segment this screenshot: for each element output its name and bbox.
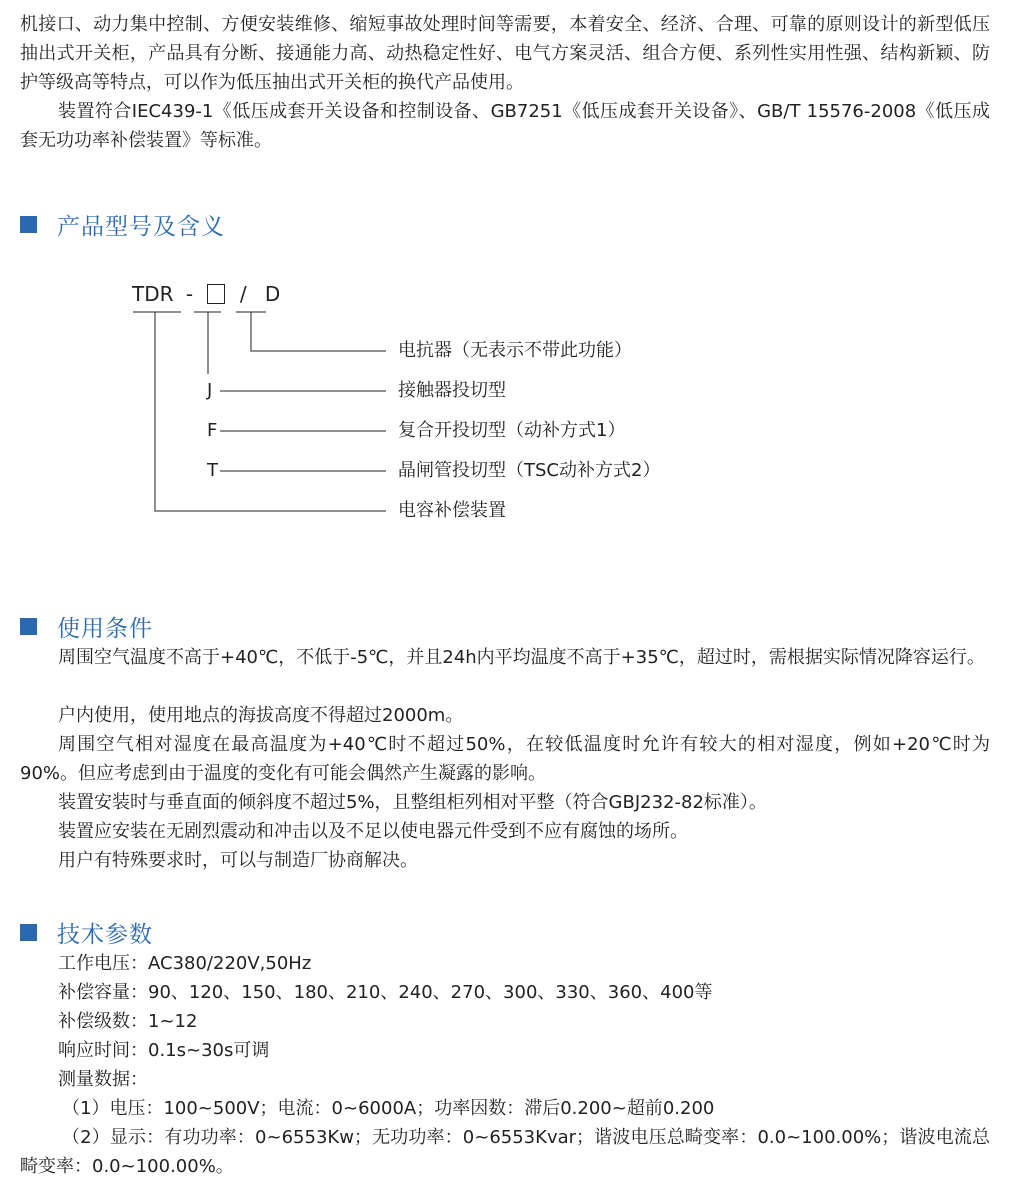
label-thyristor: 晶闸管投切型（TSC动补方式2）	[398, 460, 661, 481]
condition-temperature: 周围空气温度不高于+40℃，不低于-5℃，并且24h内平均温度不高于+35℃，超过时，需根据实际情况降容运行。	[58, 647, 985, 668]
model-dash: -	[185, 282, 194, 306]
letter-f: F	[207, 420, 218, 441]
section-bullet-icon	[20, 924, 37, 941]
param-voltage: 工作电压：AC380/220V,50Hz	[58, 953, 312, 974]
label-capacitor: 电容补偿装置	[398, 500, 506, 521]
model-prefix: TDR	[132, 282, 174, 306]
param-capacity: 补偿容量：90、120、150、180、210、240、270、300、330、360、400等	[58, 982, 713, 1003]
param-measure-2: （2）显示：有功功率：0~6553Kw；无功功率：0~6553Kvar；谐波电压总畸变率：0.0~100.00%；谐波电流总畸变率：0.0~100.00%。	[20, 1127, 990, 1177]
section-bullet-icon	[20, 618, 37, 635]
condition-tilt: 装置安装时与垂直面的倾斜度不超过5%，且整组柜列相对平整（符合GBJ232-82标准）。	[58, 792, 767, 813]
condition-special: 用户有特殊要求时，可以与制造厂协商解决。	[58, 850, 418, 871]
letter-j: J	[207, 380, 213, 401]
section-model-title: 产品型号及含义	[57, 214, 225, 240]
model-suffix: D	[264, 282, 281, 306]
intro-paragraph-2: 装置符合IEC439-1《低压成套开关设备和控制设备、GB7251《低压成套开关设备》、GB/T 15576-2008《低压成套无功功率补偿装置》等标准。	[20, 101, 990, 151]
label-hybrid: 复合开投切型（动补方式1）	[398, 420, 626, 441]
param-measure-1: （1）电压：100~500V；电流：0~6000A；功率因数：滞后0.200~超前0.200	[62, 1098, 715, 1119]
condition-vibration: 装置应安装在无剧烈震动和冲击以及不足以使电器元件受到不应有腐蚀的场所。	[58, 821, 688, 842]
letter-t: T	[207, 460, 218, 481]
section-params-header	[20, 916, 153, 949]
model-slash: /	[239, 282, 247, 306]
param-response: 响应时间：0.1s~30s可调	[58, 1040, 270, 1061]
param-stages: 补偿级数：1~12	[58, 1011, 198, 1032]
section-conditions-header	[20, 610, 153, 643]
param-measure: 测量数据：	[58, 1069, 148, 1090]
section-params-title: 技术参数	[57, 922, 153, 948]
section-conditions-title: 使用条件	[57, 616, 153, 642]
condition-humidity: 周围空气相对湿度在最高温度为+40℃时不超过50%，在较低温度时允许有较大的相对湿度，例如+20℃时为90%。但应考虑到由于温度的变化有可能会偶然产生凝露的影响。	[20, 734, 990, 784]
label-reactor: 电抗器（无表示不带此功能）	[398, 340, 632, 361]
intro-paragraph-1: 机接口、动力集中控制、方便安装维修、缩短事故处理时间等需要，本着安全、经济、合理、可靠的原则设计的新型低压抽出式开关柜，产品具有分断、接通能力高、动热稳定性好、电气方案灵活、组合方便、系列性实用性强、结构新颖、防护等级高等特点，可以作为低压抽出式开关柜的换代产品使用。	[20, 14, 990, 93]
condition-altitude: 户内使用，使用地点的海拔高度不得超过2000m。	[58, 705, 464, 726]
label-contactor: 接触器投切型	[398, 380, 506, 401]
